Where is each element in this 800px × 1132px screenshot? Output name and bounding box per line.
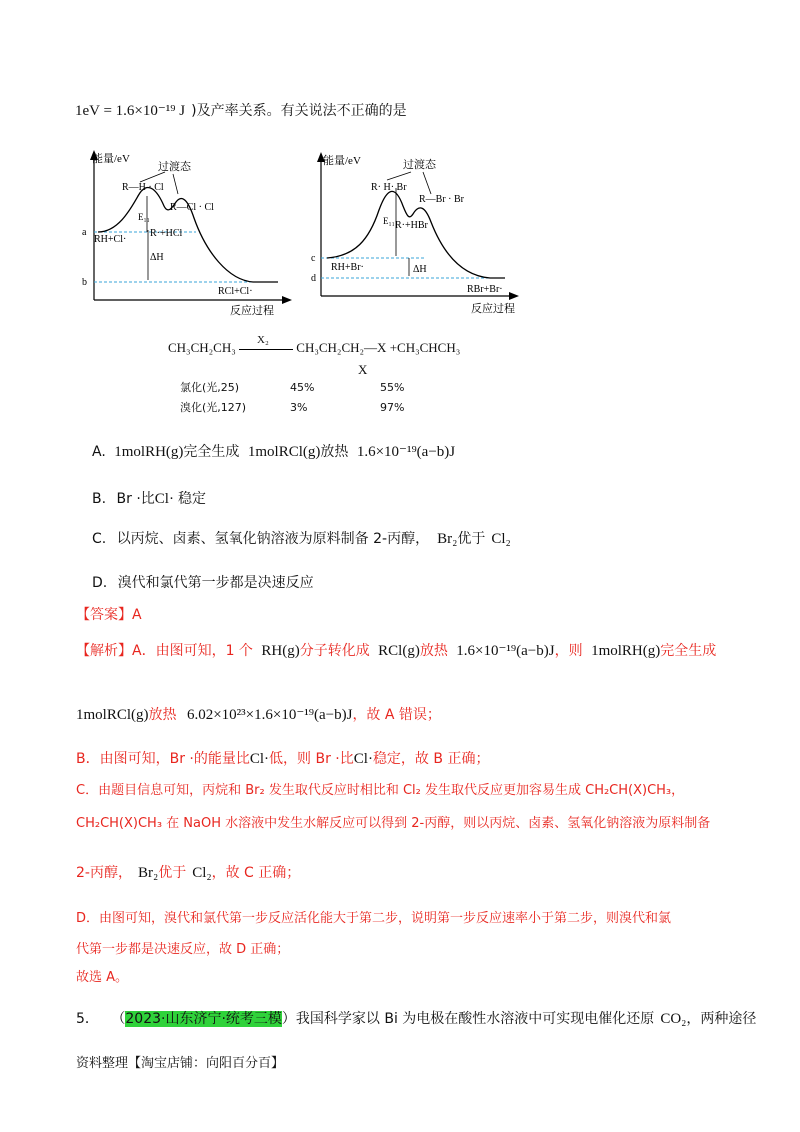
dh-label: ΔH: [150, 252, 164, 263]
analysis-conclusion: 故选 A。: [76, 970, 129, 985]
option-d: D. 溴代和氯代第一步都是决速反应: [92, 575, 314, 591]
reactant: CH₃CH₂CH₃: [168, 340, 236, 355]
intermediate-label: R·+HCl: [150, 228, 183, 239]
analysis-a-line2: 1molRCl(g)放热 6.02×10²³×1.6×10⁻¹⁹(a−b)J，故 A 错误；: [76, 707, 441, 723]
ts2-label: R—Cl · Cl: [170, 202, 214, 213]
reactants-label: RH+Br·: [331, 262, 364, 273]
ts1-label: R· H· Br: [371, 182, 407, 193]
ts-label: 过渡态: [158, 161, 191, 173]
level-b-label: b: [82, 277, 87, 288]
intermediate-label: R·+HBr: [395, 220, 428, 231]
analysis-c-line3: 2-丙醇， Br₂优于 Cl₂，故 C 正确；: [76, 865, 301, 881]
product-2-substituent: X: [358, 362, 368, 377]
analysis-c-line1: C．由题目信息可知，丙烷和 Br₂ 发生取代反应时相比和 Cl₂ 发生取代反应更加容易生成 CH₂CH(X)CH₃，: [76, 783, 685, 798]
x-label: 反应过程: [471, 303, 515, 315]
analysis-c-line2: CH₂CH(X)CH₃ 在 NaOH 水溶液中发生水解反应可以得到 2-丙醇，则以丙烷、卤素、氢氧化钠溶液为原料制备: [76, 816, 711, 831]
reaction-arrow: [239, 333, 293, 350]
level-c-label: c: [311, 253, 316, 264]
reaction-scheme: [168, 333, 461, 356]
yield-row: 溴化(光,127) 3% 97%: [180, 401, 405, 414]
analysis-d-line2: 代第一步都是决速反应，故 D 正确；: [76, 942, 290, 957]
bromination-energy-diagram: [305, 150, 525, 316]
products-label: RCl+Cl·: [218, 286, 253, 297]
ev-formula: 1eV = 1.6×10⁻¹⁹ J: [75, 103, 186, 119]
product-2: +CH₃CHCH₃: [389, 340, 461, 355]
ts2-label: R—Br · Br: [419, 194, 464, 205]
analysis-d-line1: D．由图可知，溴代和氯代第一步反应活化能大于第二步，说明第一步反应速率小于第二步，则溴代和氯: [76, 911, 672, 926]
x-axis-arrow: [282, 296, 292, 304]
option-c: C. 以丙烷、卤素、氢氧化钠溶液为原料制备 2-丙醇， Br₂优于 Cl₂: [92, 531, 511, 547]
ea-label: E₁₁: [138, 212, 150, 222]
footer: 资料整理【淘宝店铺：向阳百分百】: [76, 1056, 285, 1071]
answer: 【答案】A: [76, 607, 142, 623]
y-label: 能量/eV: [92, 153, 130, 165]
product-1: CH₃CH₂CH₂—X: [296, 340, 387, 355]
intro-line: [75, 100, 407, 120]
analysis-a-line1: 【解析】A．由图可知，1 个 RH(g)分子转化成 RCl(g)放热 1.6×10⁻¹⁹(a−b)J，则 1molRH(g)完全生成: [76, 643, 717, 659]
ea-label: E₁₁: [383, 216, 395, 226]
x-label: 反应过程: [230, 305, 274, 316]
source-tag: 2023·山东济宁·统考三模: [125, 1011, 282, 1027]
y-label: 能量/eV: [323, 155, 361, 167]
ts-label: 过渡态: [403, 159, 436, 171]
dh-label: ΔH: [413, 264, 427, 275]
products-label: RBr+Br·: [467, 284, 503, 295]
level-d-label: d: [311, 273, 316, 284]
next-question: 5． （2023·山东济宁·统考三模）我国科学家以 Bi 为电极在酸性水溶液中可实现电催化还原 CO₂，两种途径: [76, 1011, 757, 1027]
intro-text: )及产率关系。有关说法不正确的是: [191, 103, 407, 119]
yield-table: [180, 378, 404, 418]
option-b: B. Br ·比Cl· 稳定: [92, 491, 206, 507]
chlorination-energy-diagram: [78, 148, 298, 316]
yield-row: 氯化(光,25) 45% 55%: [180, 381, 405, 394]
level-a-label: a: [82, 227, 87, 238]
ts1-label: R—H · Cl: [122, 182, 164, 193]
option-a: A. 1molRH(g)完全生成 1molRCl(g)放热 1.6×10⁻¹⁹(a−b)J: [92, 444, 456, 460]
x-axis-arrow: [509, 292, 519, 300]
analysis-b: B．由图可知，Br ·的能量比Cl·低，则 Br ·比Cl·稳定，故 B 正确；: [76, 751, 490, 767]
reactants-label: RH+Cl·: [94, 234, 127, 245]
reagent: X₂: [257, 333, 269, 346]
